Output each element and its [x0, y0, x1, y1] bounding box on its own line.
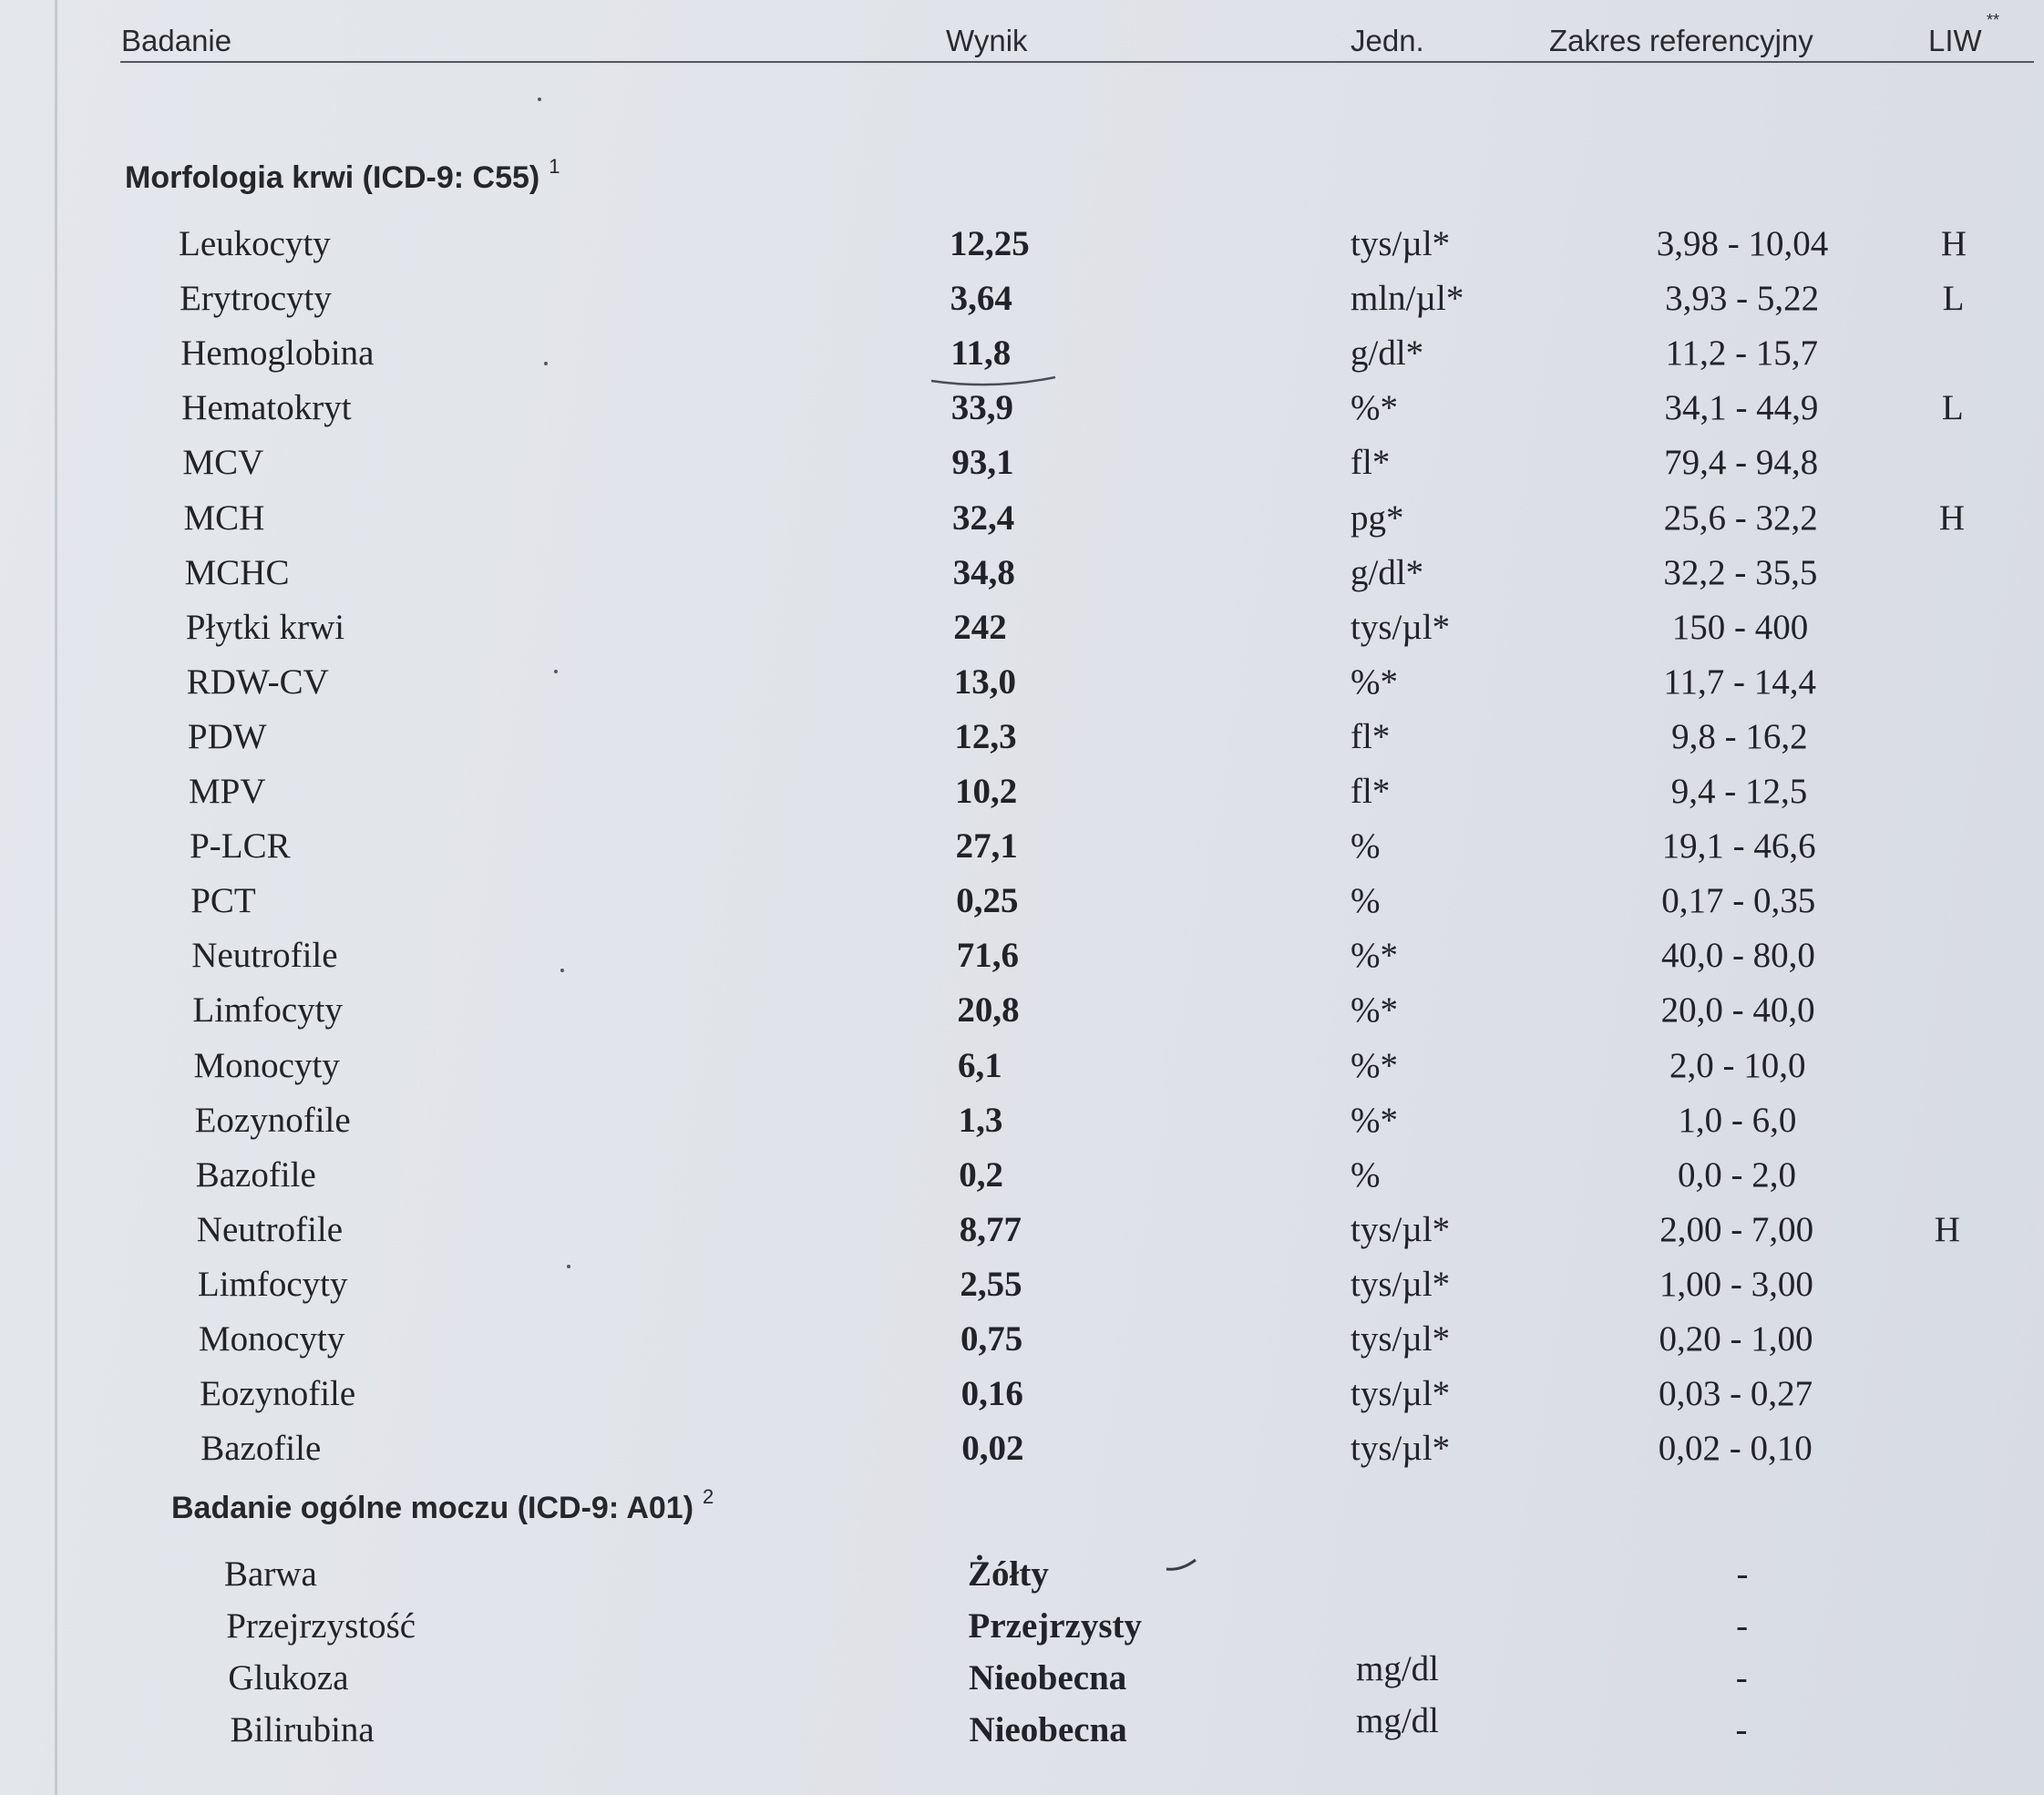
unit: %* — [1351, 1045, 1398, 1085]
result-value: 12,3 — [954, 716, 1017, 756]
table-row — [0, 1605, 2044, 1660]
test-name: Limfocyty — [197, 1264, 348, 1304]
table-row — [0, 497, 2044, 552]
reference-range: 0,03 - 0,27 — [1659, 1374, 1813, 1414]
flag: L — [1941, 388, 1964, 428]
test-name: Eozynofile — [200, 1374, 356, 1414]
test-name: Przejrzystość — [226, 1606, 416, 1646]
reference-range: 1,00 - 3,00 — [1659, 1264, 1813, 1304]
test-name: Hemoglobina — [180, 333, 375, 374]
reference-range: 9,4 - 12,5 — [1670, 772, 1808, 811]
reference-range: 0,0 - 2,0 — [1678, 1154, 1797, 1195]
unit: tys/µl* — [1351, 1374, 1451, 1414]
result-value: 10,2 — [955, 772, 1018, 811]
header-unit: Jedn. — [1351, 24, 1424, 57]
reference-range: 2,00 - 7,00 — [1659, 1209, 1814, 1249]
table-row — [0, 1045, 2044, 1100]
result-value: 3,64 — [950, 279, 1012, 319]
result-value: 0,25 — [956, 881, 1019, 921]
flag: H — [1934, 1209, 1960, 1249]
reference-range: - — [1735, 1658, 1748, 1698]
header-result: Wynik — [946, 24, 1028, 57]
section-title-text: Badanie ogólne moczu (ICD-9: A01) — [171, 1491, 694, 1525]
unit: % — [1351, 826, 1381, 867]
table-row — [0, 1264, 2044, 1318]
reference-range: 3,98 - 10,04 — [1656, 224, 1829, 263]
unit: %* — [1351, 990, 1398, 1031]
result-value: 0,2 — [959, 1154, 1003, 1195]
result-value: 33,9 — [950, 388, 1014, 428]
unit: fl* — [1351, 716, 1391, 756]
test-name: PDW — [187, 716, 267, 756]
result-value: 11,8 — [950, 333, 1012, 374]
result-value: 1,3 — [958, 1100, 1003, 1140]
result-value: 12,25 — [950, 224, 1030, 263]
unit: mg/dl — [1356, 1701, 1440, 1740]
reference-range: 40,0 - 80,0 — [1660, 936, 1815, 976]
speck — [538, 97, 541, 101]
unit: % — [1351, 1154, 1381, 1195]
unit: %* — [1351, 1100, 1398, 1140]
result-value: 2,55 — [960, 1264, 1022, 1304]
result-value: 0,16 — [960, 1374, 1023, 1414]
table-row — [0, 1318, 2044, 1373]
reference-range: 2,0 - 10,0 — [1669, 1045, 1806, 1085]
table-row — [0, 1373, 2044, 1428]
reference-range: 11,7 - 14,4 — [1663, 662, 1816, 702]
header-flag: LIW — [1928, 24, 1982, 57]
table-row — [0, 935, 2044, 990]
section-title-text: Morfologia krwi (ICD-9: C55) — [125, 160, 540, 195]
result-value: 71,6 — [956, 936, 1020, 976]
table-row — [0, 442, 2044, 497]
reference-range: - — [1736, 1606, 1749, 1646]
test-name: Glukoza — [228, 1658, 349, 1698]
result-value: Żółty — [968, 1554, 1049, 1594]
test-name: Barwa — [224, 1554, 317, 1594]
table-header — [0, 0, 2044, 73]
test-name: MCH — [183, 497, 265, 538]
test-name: Płytki krwi — [185, 607, 345, 647]
unit: tys/µl* — [1351, 1209, 1451, 1249]
result-value: Nieobecna — [969, 1658, 1127, 1698]
reference-range: - — [1735, 1710, 1748, 1749]
test-name: Limfocyty — [192, 990, 344, 1031]
test-name: Bazofile — [195, 1154, 316, 1195]
unit: pg* — [1351, 497, 1404, 538]
handwritten-tick — [1165, 1556, 1197, 1574]
test-name: MCHC — [184, 552, 290, 592]
test-name: P-LCR — [190, 826, 291, 867]
reference-range: 0,02 - 0,10 — [1658, 1429, 1813, 1469]
result-value: 20,8 — [957, 990, 1020, 1031]
reference-range: 34,1 - 44,9 — [1664, 388, 1819, 428]
unit: %* — [1351, 662, 1398, 702]
header-range: Zakres referencyjny — [1549, 24, 1813, 57]
table-row — [0, 1209, 2044, 1264]
test-name: Neutrofile — [196, 1209, 344, 1249]
unit: % — [1351, 881, 1381, 921]
table-row — [0, 662, 2044, 716]
unit: tys/µl* — [1351, 1319, 1451, 1359]
table-row — [0, 1428, 2044, 1482]
speck — [554, 670, 558, 673]
test-name: Neutrofile — [191, 936, 338, 976]
result-value: 6,1 — [958, 1045, 1002, 1085]
unit: tys/µl* — [1351, 224, 1451, 263]
test-name: Bilirubina — [230, 1710, 375, 1749]
reference-range: 150 - 400 — [1671, 607, 1809, 647]
test-name: Monocyty — [193, 1045, 340, 1085]
unit: %* — [1351, 936, 1398, 976]
header-rule — [120, 61, 2034, 63]
test-name: Hematokryt — [181, 388, 352, 428]
result-value: 93,1 — [951, 443, 1014, 483]
unit: %* — [1351, 388, 1398, 428]
section-note-number: 1 — [549, 155, 560, 178]
section-title — [171, 1485, 714, 1526]
result-value: 8,77 — [959, 1209, 1022, 1249]
table-row — [0, 278, 2044, 333]
test-name: Eozynofile — [194, 1100, 351, 1140]
test-name: Leukocyty — [179, 224, 331, 263]
result-value: 34,8 — [952, 552, 1015, 592]
table-row — [0, 771, 2044, 826]
table-row — [0, 607, 2044, 662]
reference-range: 25,6 - 32,2 — [1663, 497, 1818, 538]
table-row — [0, 990, 2044, 1044]
flag: L — [1942, 279, 1965, 319]
header-test: Badanie — [121, 24, 232, 57]
reference-range: 20,0 - 40,0 — [1660, 990, 1815, 1031]
speck — [560, 969, 564, 972]
unit: mg/dl — [1356, 1649, 1440, 1688]
table-row — [0, 223, 2044, 278]
test-name: MPV — [189, 772, 266, 811]
speck — [567, 1265, 570, 1268]
result-value: 27,1 — [955, 826, 1018, 867]
header-flag-note: ** — [1987, 11, 2000, 29]
unit: tys/µl* — [1351, 607, 1451, 647]
test-name: RDW-CV — [186, 662, 329, 702]
table-row — [0, 1100, 2044, 1154]
table-row — [0, 880, 2044, 935]
table-row — [0, 1649, 2044, 1712]
unit: tys/µl* — [1351, 1429, 1451, 1469]
test-name: Monocyty — [199, 1319, 345, 1359]
reference-range: 3,93 - 5,22 — [1665, 279, 1820, 319]
reference-range: 9,8 - 16,2 — [1671, 716, 1808, 756]
reference-range: 79,4 - 94,8 — [1664, 443, 1819, 483]
unit: tys/µl* — [1351, 1264, 1451, 1304]
table-row — [0, 1154, 2044, 1209]
unit: fl* — [1351, 772, 1391, 811]
unit: g/dl* — [1351, 333, 1424, 374]
test-name: PCT — [190, 881, 256, 921]
table-row — [0, 1554, 2044, 1608]
flag: H — [1938, 497, 1966, 538]
reference-range: 32,2 - 35,5 — [1663, 552, 1818, 592]
section-title — [125, 155, 560, 196]
reference-range: 1,0 - 6,0 — [1678, 1100, 1797, 1140]
table-row — [0, 1701, 2044, 1764]
section-note-number: 2 — [703, 1485, 714, 1508]
result-value: 242 — [953, 607, 1007, 647]
test-name: Bazofile — [200, 1429, 322, 1469]
reference-range: 11,2 - 15,7 — [1665, 333, 1819, 374]
flag: H — [1940, 224, 1967, 263]
speck — [544, 362, 548, 365]
table-row — [0, 826, 2044, 880]
result-value: 0,75 — [960, 1319, 1023, 1359]
result-value: 13,0 — [953, 662, 1017, 702]
reference-range: 19,1 - 46,6 — [1661, 826, 1816, 867]
unit: fl* — [1351, 443, 1391, 483]
test-name: MCV — [182, 443, 264, 483]
result-value: 32,4 — [952, 497, 1015, 538]
result-value: Nieobecna — [969, 1710, 1127, 1749]
result-value: 0,02 — [961, 1429, 1024, 1469]
table-row — [0, 387, 2044, 442]
reference-range: 0,20 - 1,00 — [1659, 1319, 1813, 1359]
table-row — [0, 716, 2044, 771]
result-value: Przejrzysty — [968, 1606, 1143, 1646]
reference-range: 0,17 - 0,35 — [1661, 881, 1816, 921]
unit: mln/µl* — [1351, 279, 1464, 319]
handwritten-underline — [930, 374, 1057, 392]
reference-range: - — [1736, 1554, 1749, 1594]
table-row — [0, 552, 2044, 607]
unit: g/dl* — [1351, 552, 1424, 592]
test-name: Erytrocyty — [180, 279, 332, 319]
